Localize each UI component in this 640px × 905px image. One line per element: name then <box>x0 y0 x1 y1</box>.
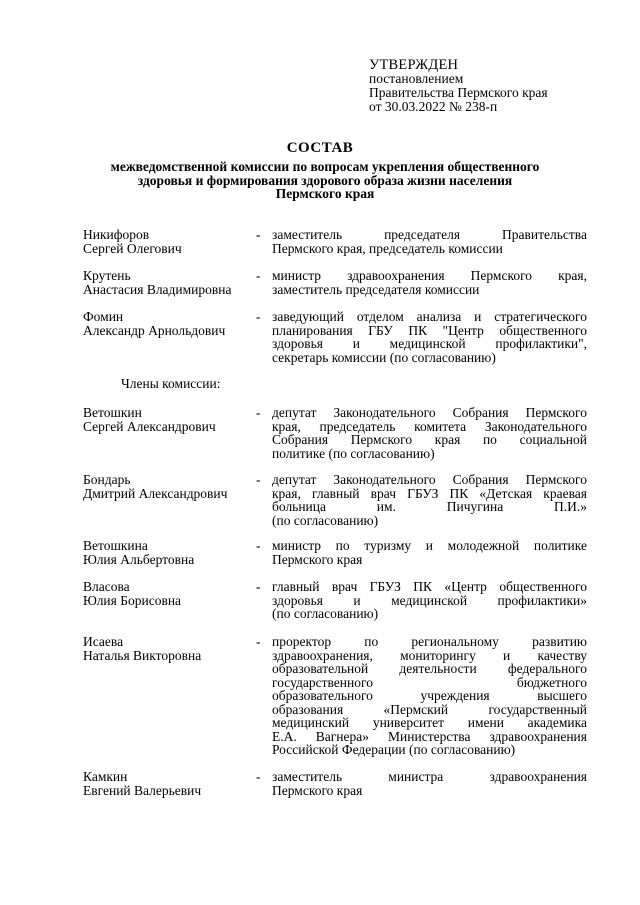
member-surname: Камкин <box>83 769 128 784</box>
member-surname: Исаева <box>83 634 124 649</box>
position-line: заместитель председателя комиссии <box>272 281 480 297</box>
member-position <box>272 269 587 296</box>
subtitle-line: межведомственной комиссии по вопросам укрепления общественного <box>110 159 540 174</box>
member-given-names: Дмитрий Александрович <box>83 485 228 501</box>
subtitle-line: здоровья и формирования здорового образа жизни населения <box>137 172 513 188</box>
position-line: Пермского края, председатель комиссии <box>272 240 503 256</box>
member-name <box>83 539 263 566</box>
approval-line: постановлением <box>369 71 464 86</box>
member-name <box>83 228 263 255</box>
member-position <box>272 635 587 757</box>
position-line: главный врач ГБУЗ ПК «Центр общественного <box>272 579 587 594</box>
document-subtitle <box>90 160 560 201</box>
position-line: здравоохранения, мониторингу и качеству <box>272 647 587 663</box>
member-name <box>83 580 263 607</box>
approval-line: Правительства Пермского края <box>369 85 548 100</box>
position-line: края, председатель комитета Законодательного <box>272 418 587 434</box>
member-name <box>83 406 263 433</box>
subtitle-line: Пермского края <box>275 186 375 201</box>
position-line: министр по туризму и молодежной политике <box>272 538 587 553</box>
position-line: политике (по согласованию) <box>272 445 435 461</box>
separator-dash: - <box>256 227 261 242</box>
member-name <box>83 635 263 662</box>
position-line: заместитель председателя Правительства <box>272 227 587 242</box>
position-line: здоровья и медицинской профилактики", <box>272 336 587 351</box>
separator-dash: - <box>256 634 261 649</box>
member-given-names: Юлия Альбертовна <box>83 551 195 567</box>
position-line: (по согласованию) <box>272 606 379 621</box>
position-line: заместитель министра здравоохранения <box>272 769 587 784</box>
position-line: Пермского края <box>272 782 363 798</box>
separator-dash: - <box>256 769 261 784</box>
separator-dash: - <box>256 309 261 324</box>
position-line: края, главный врач ГБУЗ ПК «Детская краевая <box>272 485 587 501</box>
member-given-names: Александр Арнольдович <box>83 322 226 338</box>
position-line: Собрания Пермского края по социальной <box>272 432 587 447</box>
member-given-names: Наталья Викторовна <box>83 647 202 663</box>
member-surname: Ветошкина <box>83 538 148 553</box>
members-heading: Члены комиссии: <box>121 376 221 391</box>
position-line: здоровья и медицинской профилактики» <box>272 592 587 608</box>
separator-dash: - <box>256 579 261 594</box>
member-name <box>83 310 263 337</box>
member-position <box>272 228 587 255</box>
approval-heading: УТВЕРЖДЕН <box>369 57 459 73</box>
position-line: Пермского края <box>272 551 363 567</box>
document-title: СОСТАВ <box>286 140 354 156</box>
member-name <box>83 269 263 296</box>
member-surname: Крутень <box>83 268 131 283</box>
member-given-names: Сергей Александрович <box>83 418 216 434</box>
position-line: Е.А. Вагнера» Министерства здравоохранения <box>272 728 587 744</box>
member-position <box>272 539 587 566</box>
separator-dash: - <box>256 268 261 283</box>
position-line: планирования ГБУ ПК "Центр общественного <box>272 322 587 338</box>
position-line: (по согласованию) <box>272 512 379 528</box>
position-line: депутат Законодательного Собрания Пермского <box>272 405 587 420</box>
position-line: Российской Федерации (по согласованию) <box>272 742 516 757</box>
separator-dash: - <box>256 538 261 553</box>
member-name <box>83 770 263 797</box>
member-surname: Власова <box>83 579 130 594</box>
position-line: образования «Пермский государственный <box>272 701 587 717</box>
member-position <box>272 770 587 797</box>
position-line: образовательного учреждения высшего <box>272 688 587 703</box>
position-line: образовательной деятельности федерального <box>272 661 587 676</box>
approval-stamp <box>369 58 548 114</box>
separator-dash: - <box>256 472 261 487</box>
member-surname: Фомин <box>83 309 124 324</box>
member-position <box>272 310 587 364</box>
position-line: медицинский университет имени академика <box>272 715 587 730</box>
position-line: больница им. Пичугина П.И.» <box>272 499 587 514</box>
member-surname: Никифоров <box>83 227 150 242</box>
separator-dash: - <box>256 405 261 420</box>
member-given-names: Юлия Борисовна <box>83 592 182 608</box>
member-name <box>83 473 263 500</box>
position-line: государственного бюджетного <box>272 674 587 690</box>
member-position <box>272 580 587 621</box>
member-given-names: Евгений Валерьевич <box>83 782 202 798</box>
member-position <box>272 406 587 460</box>
position-line: заведующий отделом анализа и стратегического <box>272 309 587 324</box>
position-line: проректор по региональному развитию <box>272 634 587 649</box>
member-given-names: Сергей Олегович <box>83 240 182 256</box>
member-position <box>272 473 587 527</box>
position-line: депутат Законодательного Собрания Пермского <box>272 472 587 487</box>
member-given-names: Анастасия Владимировна <box>83 281 232 297</box>
approval-line: от 30.03.2022 № 238-п <box>369 99 498 114</box>
position-line: министр здравоохранения Пермского края, <box>272 268 587 283</box>
member-surname: Ветошкин <box>83 405 142 420</box>
position-line: секретарь комиссии (по согласованию) <box>272 349 496 365</box>
member-surname: Бондарь <box>83 472 131 487</box>
